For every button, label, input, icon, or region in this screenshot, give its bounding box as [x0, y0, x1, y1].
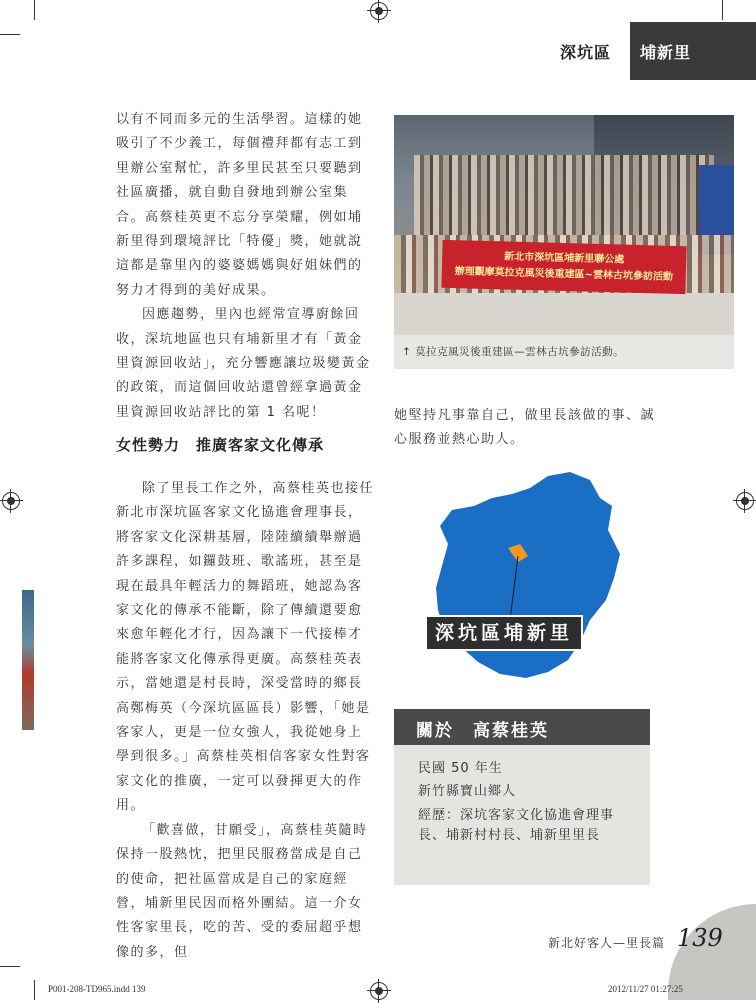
header-district: 深坑區 [560, 43, 612, 62]
map-label: 深坑區埔新里 [425, 615, 583, 651]
about-title: 關於 高蔡桂英 [416, 721, 549, 741]
section-title: 女性勢力 推廣客家文化傳承 [116, 436, 325, 454]
photo-caption: ↑ 莫拉克風災後重建區—雲林古坑參訪活動。 [402, 346, 625, 358]
header-village: 埔新里 [640, 43, 692, 62]
crop-mark [34, 980, 35, 1000]
slug-right: 2012/11/27 01:27:25 [608, 984, 683, 994]
registration-mark-icon [370, 982, 388, 1000]
registration-mark-icon [2, 492, 20, 510]
about-origin: 新竹縣寶山鄉人 [418, 784, 517, 799]
left-column-top [116, 108, 374, 425]
about-experience-2: 長、埔新村村長、埔新里里長 [418, 828, 601, 843]
body-paragraph: 除了里長工作之外，高蔡桂英也接任新北市深坑區客家文化協進會理事長，將客家文化深耕基層，陸陸續續舉辦過許多課程，如鑼鼓班、歌謠班，甚至是現在最具年輕活力的舞蹈班，她認為客家文化的傳承不能斷，除了傳續還要愈來愈年輕化才行，因為讓下一代接棒才能將客家文化傳承得更廣。高蔡桂英表示，當她還是村長時，深受當時的鄉長高鄭梅英（今深坑區區長）影響，「她是客家人，更是一位女強人，我從她身上學到很多。」高蔡桂英相信客家女性對客家文化的推廣，一定可以發揮更大的作用。 [116, 481, 375, 814]
right-column-text: 她堅持凡事靠自己，做里長該做的事、誠心服務並熱心助人。 [394, 408, 656, 448]
registration-mark-icon [736, 492, 754, 510]
about-experience-1: 經歷：深坑客家文化協進會理事 [418, 808, 615, 823]
group-photo [394, 115, 734, 335]
red-banner [441, 240, 686, 294]
crop-mark [0, 34, 20, 35]
crop-mark [0, 966, 20, 967]
page-number: 139 [677, 924, 723, 952]
crop-mark [722, 0, 723, 20]
left-column-bottom [116, 477, 374, 965]
about-born: 民國 50 年生 [418, 761, 503, 776]
body-paragraph: 因應趨勢，里內也經常宣導廚餘回收，深坑地區也只有埔新里才有「黃金里資源回收站」，充分響應讓垃圾變黃金的政策，而這個回收站還曾經拿過黃金里資源回收站評比的第 1 名呢！ [116, 307, 371, 420]
slug-left: P001-208-TD965.indd 139 [48, 984, 146, 994]
footer-book-title: 新北好客人—里長篇 [548, 936, 666, 950]
body-paragraph: 「歡喜做，甘願受」，高蔡桂英隨時保持一股熱忱，把里民服務當成是自己的使命，把社區當成是自己的家庭經營，埔新里民因而格外團結。這一介女性客家里長，吃的苦、受的委屈超乎想像的多，但 [116, 822, 368, 960]
adjacent-page-photo-edge [22, 590, 34, 730]
body-paragraph: 以有不同而多元的生活學習。這樣的她吸引了不少義工，每個禮拜都有志工到里辦公室幫忙，許多里民甚至只要聽到社區廣播，就自動自發地到辦公室集合。高蔡桂英更不忘分享榮耀，例如埔新里得到環境評比「特優」獎，她就說這都是靠里內的婆婆媽媽與好姐妹們的努力才得到的美好成果。 [116, 112, 363, 298]
ground [394, 293, 734, 335]
banner-line-2: 辦理觀摩莫拉克風災後重建區~雲林古坑參訪活動 [454, 266, 674, 283]
registration-mark-icon [370, 2, 388, 20]
crowd-back [414, 155, 714, 235]
crop-mark [34, 0, 35, 20]
banner-line-1: 新北市深坑區埔新里聯公處 [504, 251, 625, 266]
